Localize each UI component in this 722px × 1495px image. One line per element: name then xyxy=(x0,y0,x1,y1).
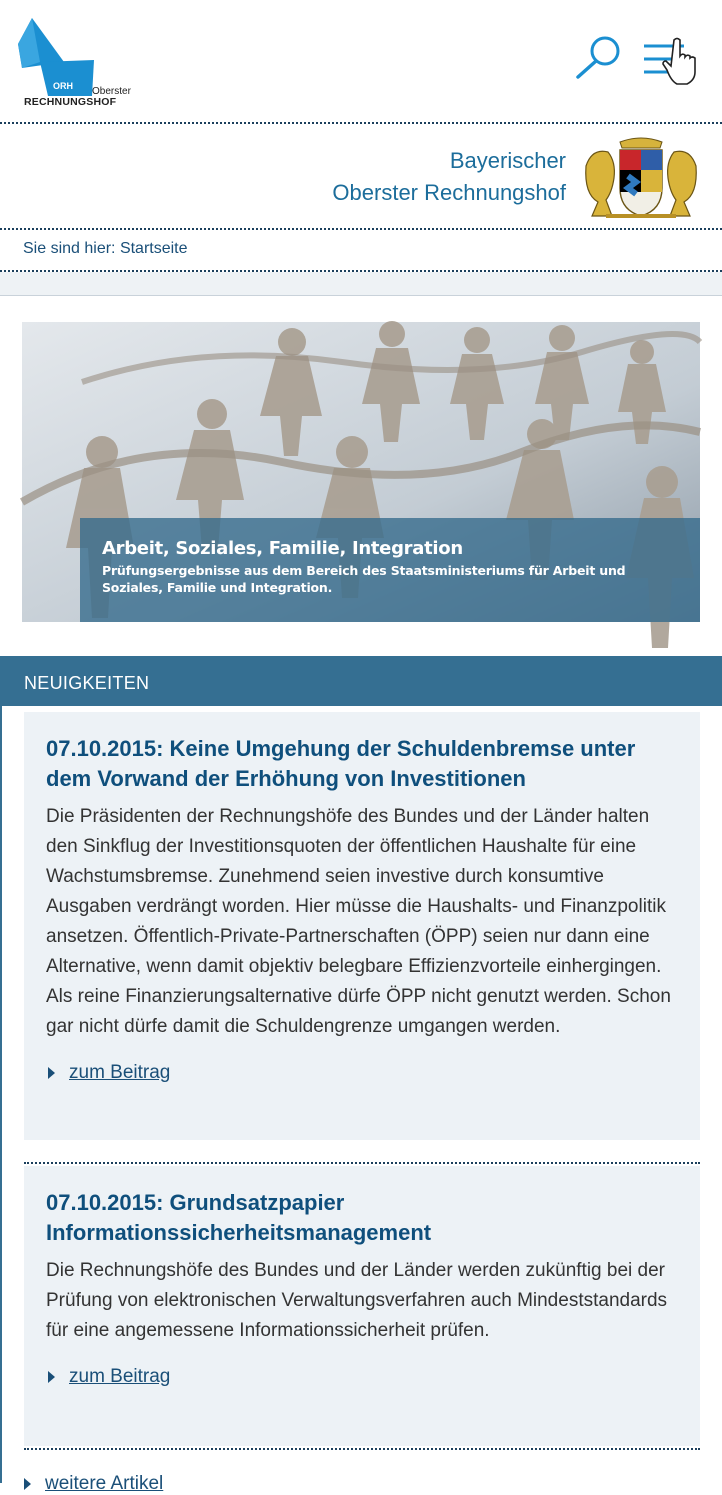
menu-button[interactable] xyxy=(640,38,702,86)
search-icon xyxy=(572,34,624,82)
logo-line1: Oberster xyxy=(92,86,131,97)
triangle-right-icon xyxy=(24,1478,31,1490)
divider xyxy=(0,228,722,230)
institution-banner xyxy=(0,124,722,228)
triangle-right-icon xyxy=(48,1371,55,1383)
more-articles-row xyxy=(22,1473,163,1495)
hamburger-menu-icon xyxy=(640,38,702,86)
orh-logo[interactable] xyxy=(14,18,134,110)
news-item-text: Die Präsidenten der Rechnungshöfe des Bundes und der Länder halten den Sinkflug der Investitionsquoten der öffentlichen Haushalte für eine Wachstumsbremse. Zunehmend seien investive durch konsumtive Ausgaben verdrängt worden. Hier müsse die Haushalts- und Finanzpolitik ansetzen. Öffentlich-Private-Partnerschaften (ÖPP) seien nur dann eine Alternative, wenn damit objektiv belegbare Effizienzvorteile einhergingen. Als reine Finanzierungsalternative dürfe ÖPP nicht genutzt werden. Schon gar nicht dürfe damit die Schuldengrenze umgangen werden. xyxy=(46,806,671,1037)
more-articles-link[interactable]: weitere Artikel xyxy=(45,1473,164,1494)
news-item-text: Die Rechnungshöfe des Bundes und der Länder werden zukünftig bei der Prüfung von elektronischen Verwaltungsverfahren auch Mindeststandards für eine angemessene Informationssicherheit prüfen. xyxy=(46,1260,668,1341)
logo-line2: RECHNUNGSHOF xyxy=(24,96,117,108)
news-header xyxy=(0,656,722,706)
triangle-right-icon xyxy=(48,1067,55,1079)
hero-teaser[interactable] xyxy=(22,322,700,622)
news-item-link-row xyxy=(46,1366,678,1388)
search-button[interactable] xyxy=(572,34,624,82)
institution-name-line1: Bayerischer xyxy=(449,148,566,173)
news-item xyxy=(24,1166,700,1446)
news-item-title[interactable]: 07.10.2015: Grundsatzpapier Informationssicherheitsmanagement xyxy=(46,1190,432,1245)
news-item xyxy=(24,712,700,1140)
breadcrumb: Sie sind hier: Startseite xyxy=(23,240,188,257)
site-header xyxy=(0,0,722,122)
hero-title: Arbeit, Soziales, Familie, Integration xyxy=(102,538,463,559)
logo-abbr: ORH xyxy=(53,81,73,91)
news-item-link-row xyxy=(46,1062,678,1084)
divider xyxy=(24,1448,700,1450)
read-more-link[interactable]: zum Beitrag xyxy=(69,1062,171,1083)
read-more-link[interactable]: zum Beitrag xyxy=(69,1366,171,1387)
news-heading: NEUIGKEITEN xyxy=(24,673,150,693)
hero-caption xyxy=(80,518,700,622)
coat-of-arms-icon xyxy=(582,136,700,220)
divider xyxy=(24,1162,700,1164)
institution-name-line2: Oberster Rechnungshof xyxy=(332,180,566,205)
hero-subtitle: Prüfungsergebnisse aus dem Bereich des Staatsministeriums für Arbeit und Soziales, Familie und Integration. xyxy=(102,563,626,595)
news-item-title[interactable]: 07.10.2015: Keine Umgehung der Schuldenbremse unter dem Vorwand der Erhöhung von Investitionen xyxy=(46,736,636,791)
content-separator xyxy=(0,272,722,296)
